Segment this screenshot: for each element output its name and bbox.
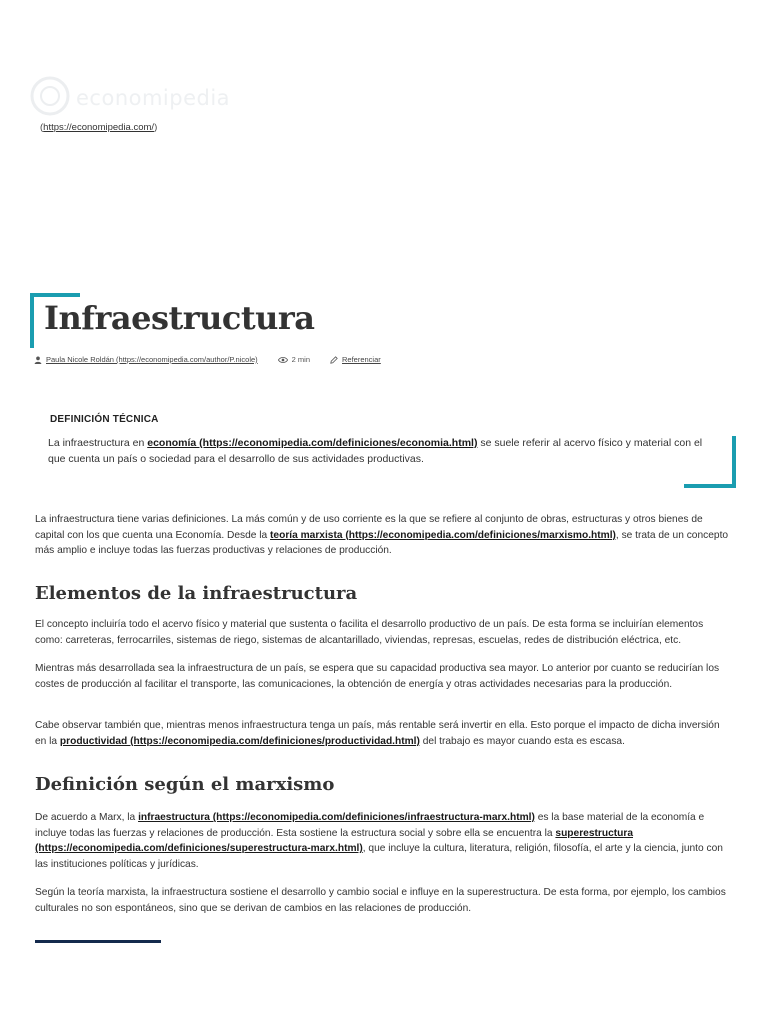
- section-heading-marxismo: Definición según el marxismo: [35, 774, 335, 795]
- paragraph: Según la teoría marxista, la infraestructura sostiene el desarrollo y cambio social e influye en la superestructura. De esta forma, por ejemplo, los cambios culturales no son espontáneos, sino que se derivan de cambios en las relaciones de producción.: [35, 887, 726, 914]
- section-elementos-p1: [35, 617, 730, 648]
- definition-accent-vertical: [732, 436, 736, 488]
- bottom-divider: [35, 940, 161, 943]
- section-marxismo-p1: [35, 810, 730, 872]
- paragraph-text-part: Cabe observar también que, mientras menos infraestructura tenga un país, más rentable será invertir en ella. Esto porque el impacto de dicha inversión en la: [35, 720, 720, 747]
- economia-link[interactable]: economía (https://economipedia.com/definiciones/economia.html): [147, 437, 478, 449]
- logo-url-line: (https://economipedia.com/): [40, 122, 158, 133]
- section-elementos: [35, 583, 730, 604]
- paragraph: El concepto incluiría todo el acervo físico y material que sustenta o facilita el desarrollo productivo de un país. De esta forma se incluirían elementos como: carreteras, ferrocarriles, sistemas de riego, sistemas de alcantarillado, viviendas, represas, escuelas, redes de distribución eléctrica, etc.: [35, 619, 704, 646]
- superestructura-link[interactable]: superestructura (https://economipedia.com/definiciones/superestructura-marx.html): [35, 827, 633, 854]
- section-elementos-p2: [35, 661, 730, 692]
- paragraph: [35, 718, 730, 749]
- definition-box: [34, 404, 736, 488]
- section-marxismo-p2: [35, 885, 730, 916]
- read-time: 2 min: [291, 355, 310, 364]
- title-accent-horizontal: [30, 293, 80, 297]
- definition-accent-horizontal: [684, 484, 736, 488]
- logo-text: economipedia: [76, 86, 231, 110]
- marxismo-link[interactable]: teoría marxista (https://economipedia.com/definiciones/marxismo.html): [270, 529, 616, 541]
- intro-section: [35, 512, 730, 559]
- logo-url-link[interactable]: https://economipedia.com/: [43, 122, 155, 133]
- paragraph: [35, 810, 730, 872]
- intro-text-part: La infraestructura tiene varias definiciones. La más común y de uso corriente es la que se refiere al conjunto de obras, estructuras y otros bienes de capital con los que cuenta una Economía. Desde la: [35, 514, 703, 541]
- author-link[interactable]: Paula Nicole Roldán (https://economipedia.com/author/P.nicole): [46, 355, 258, 364]
- paragraph-text-part: del trabajo es mayor cuando esta es escasa.: [419, 735, 625, 747]
- pencil-icon: [330, 356, 338, 364]
- paragraph-text-part: es la base material de la economía e incluye todas las fuerzas y relaciones de producción. Esta sostiene la estructura social y sobre ella se encuentra la: [35, 812, 705, 839]
- intro-paragraph: [35, 512, 730, 559]
- definition-text-part: se suele referir al acervo físico y material con el que cuenta un país o sociedad para el desarrollo de sus actividades productivas.: [48, 437, 703, 465]
- definition-text-part: La infraestructura en: [48, 437, 148, 449]
- article-meta: [34, 355, 381, 364]
- paragraph-text-part: , que incluye la cultura, literatura, religión, filosofía, el arte y la ciencia, junto con las instituciones políticas y jurídicas.: [35, 843, 723, 870]
- definition-text: [48, 435, 708, 467]
- title-accent-vertical: [30, 293, 34, 348]
- site-logo[interactable]: [30, 74, 231, 120]
- infraestructura-marx-link[interactable]: infraestructura (https://economipedia.com/definiciones/infraestructura-marx.html): [138, 812, 535, 823]
- reference-link[interactable]: Referenciar: [342, 355, 381, 364]
- definition-heading: DEFINICIÓN TÉCNICA: [50, 414, 159, 425]
- section-elementos-p3: [35, 718, 730, 749]
- paragraph-text-part: De acuerdo a Marx, la: [35, 812, 139, 823]
- paragraph: Mientras más desarrollada sea la infraestructura de un país, se espera que su capacidad productiva sea mayor. Lo anterior por cuanto se reducirían los costes de producción al facilitar el transporte, las comunicaciones, la obtención de energía y otras actividades necesarias para la producción.: [35, 663, 720, 690]
- intro-text-part: , se trata de un concepto más amplio e incluye todas las fuerzas productivas y relaciones de producción.: [35, 529, 729, 556]
- logo-icon: [30, 74, 70, 118]
- section-marxismo: [35, 774, 730, 795]
- eye-icon: [278, 356, 288, 364]
- user-icon: [34, 356, 42, 364]
- section-heading-elementos: Elementos de la infraestructura: [35, 583, 358, 604]
- title-block: [30, 293, 730, 353]
- productividad-link[interactable]: productividad (https://economipedia.com/definiciones/productividad.html): [59, 735, 420, 747]
- page-title: Infraestructura: [44, 299, 315, 337]
